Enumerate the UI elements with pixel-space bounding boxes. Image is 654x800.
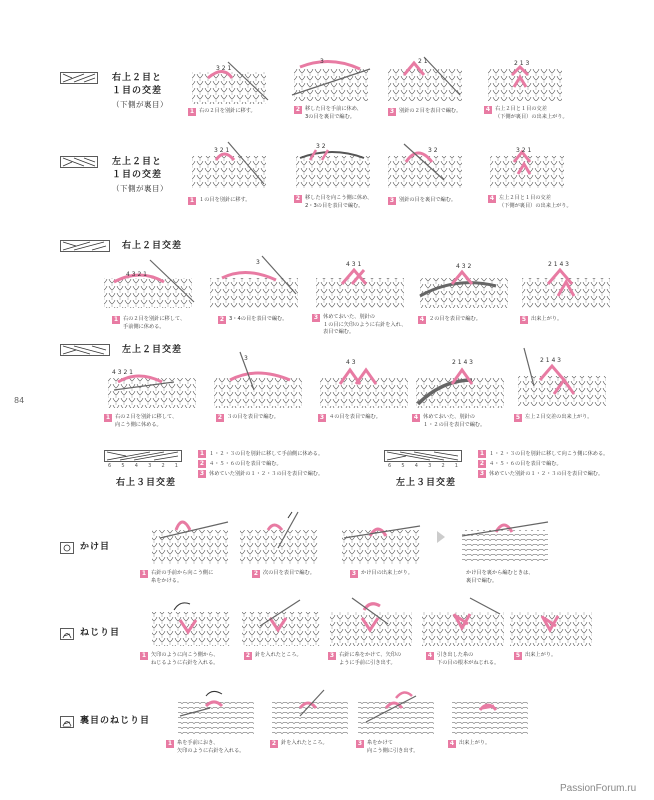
step-caption: 1 １の目を別針に移す。 [189, 197, 251, 204]
step-caption: 4 出来上がり。 [449, 740, 491, 747]
svg-text:4 3: 4 3 [346, 359, 356, 366]
svg-text:3 2: 3 2 [316, 143, 326, 150]
cable-symbol-icon [60, 156, 98, 168]
step-caption: 2 移した目を向こう側に休め、 2・3の目を表目で編む。 [295, 195, 373, 209]
step-caption: 5 出来上がり。 [521, 316, 563, 323]
svg-text:3 2 1: 3 2 1 [516, 147, 532, 154]
step-caption: 5 出来上がり。 [515, 652, 557, 659]
step-caption: 2 針を入れたところ。 [245, 652, 302, 659]
step-illustration [420, 594, 506, 648]
svg-text:4 3 1: 4 3 1 [346, 261, 362, 268]
step-caption: 5 左上２目交差の出来上がり。 [515, 414, 593, 421]
step-caption: 4 左上２目と１目の交差 （下側が裏目）の出来上がり。 [489, 195, 572, 209]
svg-text:4 3 2 1: 4 3 2 1 [112, 369, 133, 376]
svg-text:3: 3 [256, 259, 260, 266]
step-caption: 4 ２の目を表目で編む。 [419, 316, 481, 323]
step-caption: 3 別針の２目を表目で編む。 [389, 108, 462, 115]
step-illustration [270, 686, 350, 736]
step-illustration [316, 350, 412, 410]
section-title: ねじり目 [80, 628, 121, 638]
step-caption: 2 次の目を表目で編む。 [253, 570, 315, 577]
step-illustration [412, 350, 508, 410]
step-illustration [188, 60, 270, 105]
svg-text:3 2 1: 3 2 1 [214, 147, 230, 154]
step-caption: 2 針を入れたところ。 [271, 740, 328, 747]
chart-caption: 左上３目交差 [396, 478, 457, 488]
step-illustration [340, 508, 422, 566]
step-illustration [328, 594, 414, 648]
step-illustration [356, 686, 436, 736]
step-caption: 1 矢印のように向こう側から、 ねじるように右針を入れる。 [141, 652, 219, 666]
step-list: 1 １・２・３の目を別針に移して手前側に休める。 2 ４・５・６の目を表目で編む。 3 休めていた別針の１・２・３の目を表目で編む。 [199, 450, 324, 477]
stitch-number-scale: 6 5 4 3 2 1 [108, 463, 178, 469]
step-illustration [238, 508, 320, 566]
chart-caption: 右上３目交差 [116, 478, 177, 488]
cable-symbol-icon [384, 450, 462, 462]
step-illustration [508, 594, 594, 648]
step-caption: 3 休めておいた、別針の １の目に矢印のように右針を入れ、 表目で編む。 [313, 314, 407, 335]
step-illustration [312, 254, 408, 310]
svg-text:4 3 2 1: 4 3 2 1 [126, 271, 147, 278]
svg-text:2 1 4 3: 2 1 4 3 [548, 261, 569, 268]
chevron-right-icon [436, 530, 446, 544]
section-title: 右上２目交差 [122, 241, 183, 251]
svg-text:2 1: 2 1 [418, 58, 428, 65]
step-illustration [292, 140, 374, 190]
svg-text:2 1 4 3: 2 1 4 3 [540, 357, 561, 364]
step-caption: 2 移した目を手前に休め、 3の目を裏目で編む。 [295, 106, 362, 120]
step-illustration [188, 140, 270, 190]
step-illustration [416, 256, 512, 310]
cable-symbol-icon [104, 450, 182, 462]
step-caption: 4 引き出した糸の 下の目の根本がねじれる。 [427, 652, 500, 666]
section-title: 左上２目交差 [122, 345, 183, 355]
step-illustration [150, 596, 232, 648]
cable-symbol-icon [60, 72, 98, 84]
svg-text:3: 3 [244, 355, 248, 362]
svg-text:3 2 1: 3 2 1 [216, 65, 232, 72]
step-illustration [176, 686, 256, 736]
step-illustration [484, 55, 566, 103]
step-caption: かけ目を裏から編むときは、 裏目で編む。 [466, 570, 534, 584]
step-illustration [450, 686, 530, 736]
step-illustration [210, 350, 306, 410]
cable-symbol-icon [60, 240, 110, 252]
step-caption: 2 ３の目を表目で編む。 [217, 414, 279, 421]
step-caption: 3 ４の目を表目で編む。 [319, 414, 381, 421]
step-caption: 2 3・4の目を表目で編む。 [219, 316, 288, 323]
svg-text:2 1 3: 2 1 3 [514, 60, 530, 67]
step-illustration [150, 508, 230, 566]
step-caption: 4 休めておいた、別針の １・２の目を表目で編む。 [413, 414, 486, 428]
step-caption: 1 右の２目を別針に移して、 手前側に休める。 [113, 316, 186, 330]
step-illustration [384, 55, 466, 103]
svg-text:3: 3 [320, 58, 324, 65]
step-caption: 1 糸を手前におき、 矢印のように右針を入れる。 [167, 740, 245, 754]
svg-text:2 1 4 3: 2 1 4 3 [452, 359, 473, 366]
step-caption: 3 別針の目を裏目で編む。 [389, 197, 457, 204]
step-caption: 3 かけ目の出来上がり。 [351, 570, 413, 577]
svg-text:4 3 2: 4 3 2 [456, 263, 472, 270]
step-caption: 1 右の２目を別針に移す。 [189, 108, 256, 115]
section-title: 右上２目と １目の交差 （下側が裏目） [112, 73, 168, 109]
step-illustration [384, 140, 466, 190]
svg-text:3 2: 3 2 [428, 147, 438, 154]
step-illustration [486, 140, 568, 190]
step-list: 1 １・２・３の目を別針に移して向こう側に休める。 2 ４・５・６の目を表目で編む。 3 休めていた別針の１・２・３の目を表目で編む。 [479, 450, 609, 477]
step-illustration [240, 596, 322, 648]
step-caption: 4 右上２目と１目の交差 （下側が裏目）の出来上がり。 [485, 106, 568, 120]
step-caption: 1 右針の手前から向こう側に 糸をかける。 [141, 570, 214, 584]
step-illustration [104, 356, 200, 410]
section-title: 左上２目と １目の交差 （下側が裏目） [112, 157, 168, 193]
step-illustration [460, 508, 550, 566]
stitch-number-scale: 6 5 4 3 2 1 [388, 463, 458, 469]
watermark: PassionForum.ru [560, 783, 637, 794]
step-illustration [518, 254, 614, 310]
step-caption: 3 糸をかけて 向こう側に引き出す。 [357, 740, 419, 754]
page-number: 84 [14, 396, 25, 405]
step-caption: 3 右針に糸をかけて、矢印の ように手前に引き出す。 [329, 652, 402, 666]
step-illustration [290, 55, 372, 103]
step-caption: 1 右の２目を別針に移して、 向こう側に休める。 [105, 414, 178, 428]
section-title: かけ目 [80, 542, 111, 552]
section-title: 裏目のねじり目 [80, 716, 151, 726]
circle-symbol-icon [60, 542, 74, 554]
twist-purl-symbol-icon [60, 716, 74, 728]
twist-symbol-icon [60, 628, 74, 640]
step-illustration [206, 254, 302, 310]
step-illustration [100, 258, 196, 310]
cable-symbol-icon [60, 344, 110, 356]
step-illustration [514, 346, 610, 410]
